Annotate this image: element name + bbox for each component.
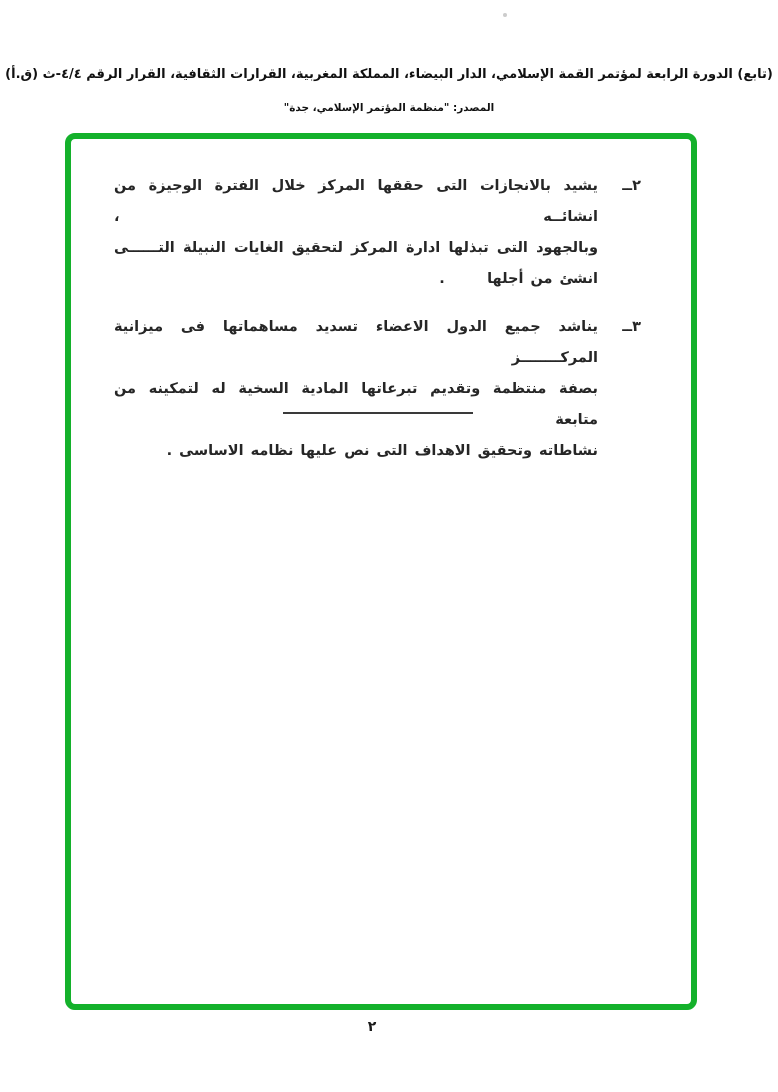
document-header-title: (تابع) الدورة الرابعة لمؤتمر القمة الإسلامي، الدار البيضاء، المملكة المغربية، القرارات الثقافية، القرار الرقم ٤/٤-ث (ق.أ): [5, 67, 773, 82]
clause-text: [114, 312, 598, 467]
green-highlight-frame: [65, 133, 697, 1010]
closing-rule-line: [283, 412, 473, 414]
clause-text-line: يشيد بالانجازات التى حققها المركز خلال الفترة الوجيزة من انشائــه ،: [114, 178, 598, 225]
clause-text-line: نشاطاته وتحقيق الاهداف التى نص عليها نظامه الاساسى .: [166, 443, 598, 459]
clause-item-3: [105, 312, 641, 467]
clause-text: [114, 171, 598, 295]
clause-text-line: يناشد جميع الدول الاعضاء تسديد مساهماتها فى ميزانية المركــــــــز: [114, 319, 598, 366]
clause-text-line: انشئ من أجلها .: [439, 271, 598, 287]
clause-item-2: [105, 171, 641, 295]
document-source-line: المصدر: "منظمة المؤتمر الإسلامي، جدة": [283, 102, 495, 114]
clause-text-line: وبالجهود التى تبذلها ادارة المركز لتحقيق الغايات النبيلة التــــــى: [114, 240, 598, 256]
clause-number: ٢ــ: [622, 178, 641, 194]
clause-number: ٣ــ: [622, 319, 641, 335]
scan-artifact-speck: [503, 13, 507, 17]
clause-text-line: بصفة منتظمة وتقديم تبرعاتها المادية السخية له لتمكينه من متابعة: [114, 381, 598, 428]
resolution-clauses: [71, 139, 691, 1004]
page-number: ٢: [367, 1019, 377, 1035]
